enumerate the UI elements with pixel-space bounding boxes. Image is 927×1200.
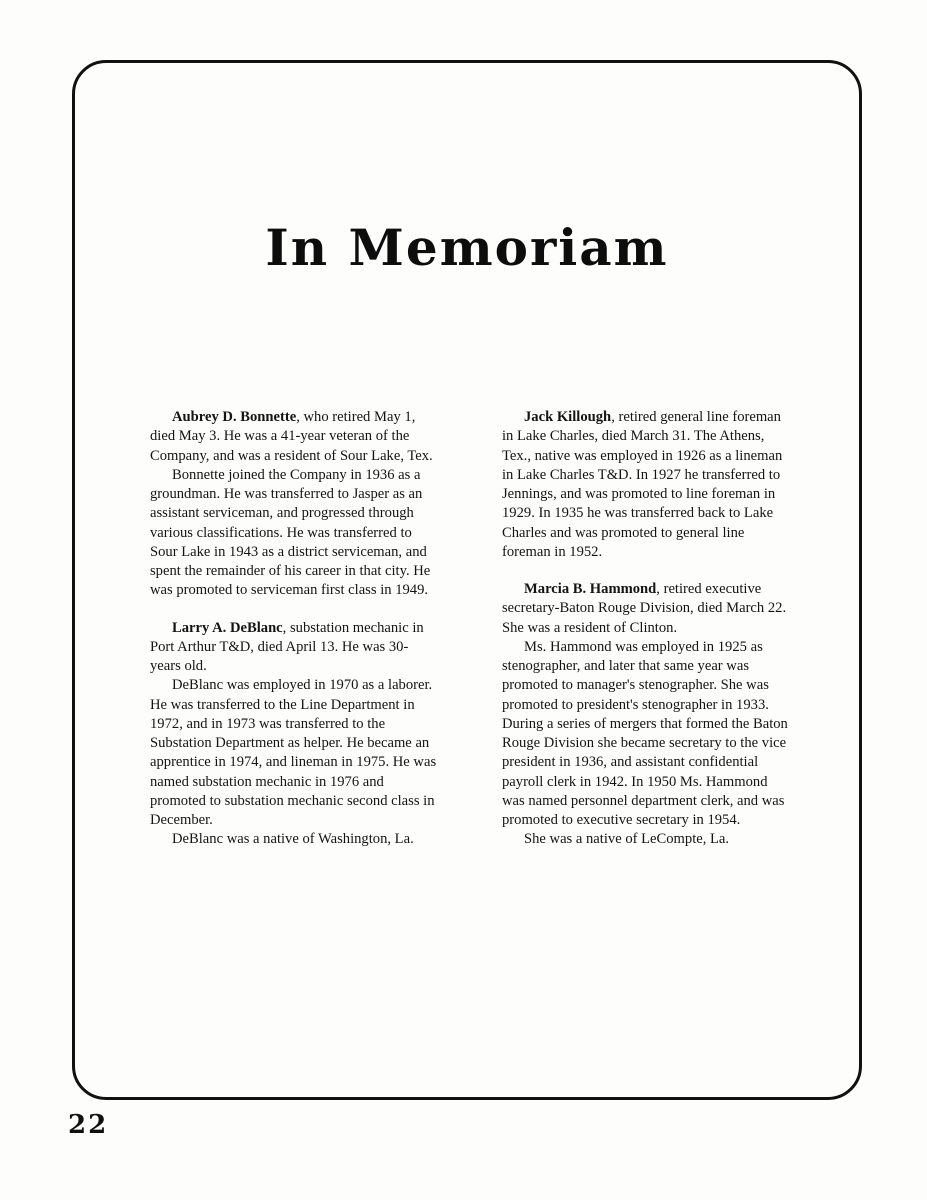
obituary-entry xyxy=(502,580,790,850)
deceased-name: Marcia B. Hammond xyxy=(524,581,657,597)
column-left xyxy=(150,408,438,868)
entry-lead-paragraph xyxy=(502,580,790,638)
entry-lead-paragraph xyxy=(502,408,790,562)
deceased-name: Aubrey D. Bonnette xyxy=(172,409,297,425)
page-title: In Memoriam xyxy=(265,218,669,277)
entry-lead-text: , substation mechanic in Port Arthur T&D, died April 13. He was 30-years old. xyxy=(150,619,424,674)
entry-lead-paragraph xyxy=(150,619,438,677)
obituary-entry xyxy=(150,408,438,601)
column-right xyxy=(502,408,790,868)
entry-body-paragraph: DeBlanc was employed in 1970 as a laborer. He was transferred to the Line Department in 1972, and in 1973 was transferred to the Substation Department as helper. He became an apprentice in 1974, and lineman in 1975. He was named substation mechanic in 1976 and promoted to substation mechanic second class in December. xyxy=(150,677,437,828)
entry-body-paragraph: She was a native of LeCompte, La. xyxy=(524,831,730,848)
deceased-name: Jack Killough xyxy=(524,409,612,425)
entry-body-paragraph: Ms. Hammond was employed in 1925 as stenographer, and later that same year was promoted to manager's stenographer. She was promoted to president's stenographer in 1933. During a series of mergers that formed the Baton Rouge Division she became secretary to the vice president in 1936, and assistant confidential payroll clerk in 1942. In 1950 Ms. Hammond was named personnel department clerk, and was promoted to executive secretary in 1954. xyxy=(502,638,788,828)
entry-body-paragraph: Bonnette joined the Company in 1936 as a groundman. He was transferred to Jasper as an assistant serviceman, and progressed through various classifications. He was transferred to Sour Lake in 1943 as a district serviceman, and spent the remainder of his career in that city. He was promoted to serviceman first class in 1949. xyxy=(150,466,431,599)
page-number: 22 xyxy=(68,1110,109,1140)
entry-lead-text: , retired executive secretary-Baton Rouge Division, died March 22. She was a resident of Clinton. xyxy=(502,581,787,636)
obituary-entry xyxy=(502,408,790,562)
entry-lead-text: , who retired May 1, died May 3. He was a 41-year veteran of the Company, and was a resident of Sour Lake, Tex. xyxy=(150,409,433,464)
article-columns xyxy=(150,408,790,868)
entry-lead-paragraph xyxy=(150,408,438,466)
obituary-entry xyxy=(150,619,438,850)
deceased-name: Larry A. DeBlanc xyxy=(172,619,283,636)
entry-body-paragraph: DeBlanc was a native of Washington, La. xyxy=(172,831,414,848)
entry-lead-text: , retired general line foreman in Lake Charles, died March 31. The Athens, Tex., native was employed in 1926 as a lineman in Lake Charles T&D. In 1927 he transferred to Jennings, and was promoted to line foreman in 1929. In 1935 he was transferred back to Lake Charles and was promoted to general line foreman in 1952. xyxy=(502,409,783,560)
